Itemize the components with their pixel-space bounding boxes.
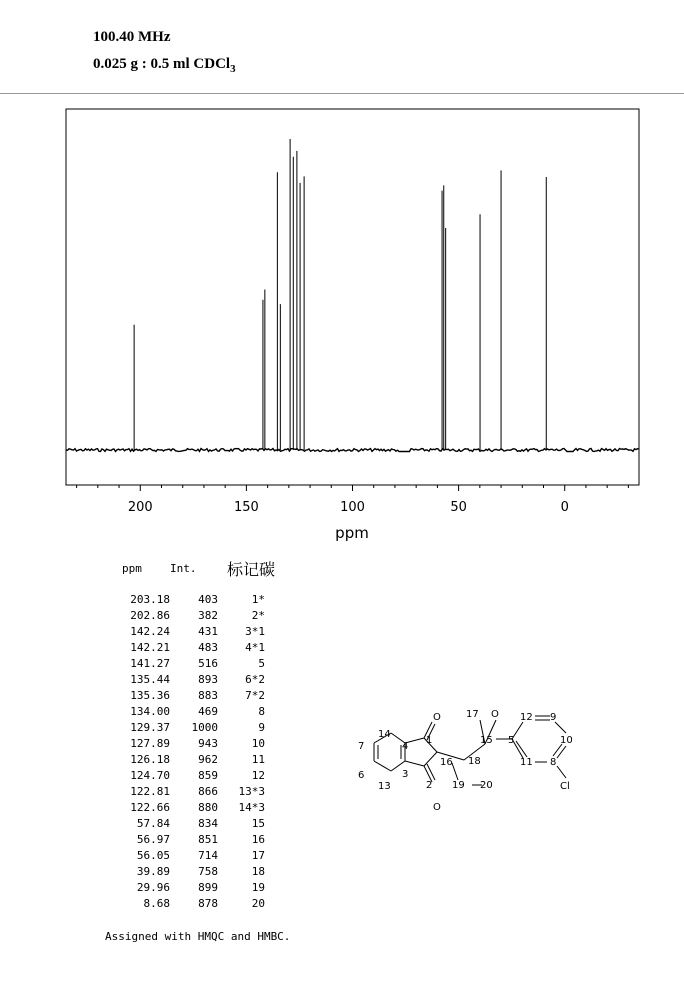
atom-20: 20 <box>480 780 493 791</box>
table-header-ppm: ppm <box>122 562 142 575</box>
cell-ppm: 124.70 <box>130 769 170 782</box>
cell-intensity: 859 <box>198 769 218 782</box>
x-tick-label: 0 <box>560 500 569 515</box>
cell-intensity: 483 <box>198 641 218 654</box>
sample-main: 0.025 g : 0.5 ml CDCl <box>93 56 231 72</box>
cell-ppm: 134.00 <box>130 705 170 718</box>
cell-intensity: 878 <box>198 897 218 910</box>
cell-intensity: 758 <box>198 865 218 878</box>
cell-label: 2* <box>251 609 265 622</box>
cell-ppm: 56.05 <box>136 849 170 862</box>
cell-ppm: 57.84 <box>136 817 170 830</box>
atom-7: 7 <box>358 741 365 752</box>
cell-label: 17 <box>251 849 265 862</box>
cell-label: 11 <box>251 753 265 766</box>
atom-8: 8 <box>550 757 557 768</box>
atom-17: 17 <box>466 709 479 720</box>
table-header-label: 标记碳 <box>227 560 276 579</box>
cell-label: 5 <box>258 657 265 670</box>
cell-ppm: 129.37 <box>130 721 170 734</box>
atom-13: 13 <box>378 781 391 792</box>
atom-10: 10 <box>560 735 573 746</box>
cell-ppm: 135.44 <box>130 673 170 686</box>
cell-label: 12 <box>251 769 265 782</box>
cell-ppm: 141.27 <box>130 657 170 670</box>
cell-intensity: 962 <box>198 753 218 766</box>
cell-intensity: 866 <box>198 785 218 798</box>
cell-ppm: 135.36 <box>130 689 170 702</box>
cell-label: 3*1 <box>245 625 265 638</box>
cell-label: 8 <box>258 705 265 718</box>
assignment-note: Assigned with HMQC and HMBC. <box>105 930 291 943</box>
cell-intensity: 516 <box>198 657 218 670</box>
cell-intensity: 880 <box>198 801 218 814</box>
cell-ppm: 122.66 <box>130 801 170 814</box>
atom-14: 14 <box>378 729 391 740</box>
atom-1: 1 <box>426 735 433 746</box>
cell-ppm: 142.24 <box>130 625 170 638</box>
cell-label: 9 <box>258 721 265 734</box>
oxygen-2: O <box>433 802 441 813</box>
cell-intensity: 382 <box>198 609 218 622</box>
spectrometer-frequency: 100.40 MHz <box>93 29 171 45</box>
cell-label: 10 <box>251 737 265 750</box>
cell-ppm: 39.89 <box>136 865 170 878</box>
cell-ppm: 122.81 <box>130 785 170 798</box>
cell-ppm: 203.18 <box>130 593 170 606</box>
cell-ppm: 56.97 <box>136 833 170 846</box>
cell-intensity: 1000 <box>191 721 218 734</box>
x-axis-label: ppm <box>335 524 369 542</box>
atom-15: 15 <box>480 735 493 746</box>
atom-6: 6 <box>358 770 365 781</box>
atom-2: 2 <box>426 780 433 791</box>
cell-intensity: 851 <box>198 833 218 846</box>
cell-intensity: 403 <box>198 593 218 606</box>
chlorine: Cl <box>560 781 570 792</box>
cell-label: 18 <box>251 865 265 878</box>
cell-label: 7*2 <box>245 689 265 702</box>
atom-12: 12 <box>520 712 533 723</box>
x-tick-label: 150 <box>233 500 259 515</box>
x-tick-label: 100 <box>340 500 365 515</box>
x-tick-label: 200 <box>127 500 153 515</box>
cell-label: 6*2 <box>245 673 265 686</box>
cell-ppm: 29.96 <box>136 881 170 894</box>
cell-intensity: 834 <box>198 817 218 830</box>
cell-ppm: 8.68 <box>143 897 170 910</box>
cell-ppm: 202.86 <box>130 609 170 622</box>
cell-ppm: 127.89 <box>130 737 170 750</box>
atom-3: 3 <box>402 769 409 780</box>
atom-18: 18 <box>468 756 481 767</box>
x-tick-label: 50 <box>450 500 467 515</box>
atom-9: 9 <box>550 712 557 723</box>
cell-label: 20 <box>251 897 265 910</box>
cell-intensity: 431 <box>198 625 218 638</box>
atom-19: 19 <box>452 780 465 791</box>
table-header-intensity: Int. <box>170 562 197 575</box>
cell-label: 4*1 <box>245 641 265 654</box>
atom-4: 4 <box>402 741 409 752</box>
cell-label: 19 <box>251 881 265 894</box>
cell-intensity: 943 <box>198 737 218 750</box>
oxygen-3: O <box>491 709 499 720</box>
cell-ppm: 126.18 <box>130 753 170 766</box>
cell-label: 13*3 <box>238 785 265 798</box>
cell-intensity: 469 <box>198 705 218 718</box>
cell-intensity: 714 <box>198 849 218 862</box>
sample-subscript: 3 <box>230 63 236 75</box>
atom-11: 11 <box>520 757 533 768</box>
atom-5: 5 <box>508 735 515 746</box>
atom-16: 16 <box>440 757 453 768</box>
cell-ppm: 142.21 <box>130 641 170 654</box>
cell-intensity: 899 <box>198 881 218 894</box>
cell-label: 16 <box>251 833 265 846</box>
cell-label: 1* <box>251 593 265 606</box>
oxygen-1: O <box>433 712 441 723</box>
cell-intensity: 893 <box>198 673 218 686</box>
cell-label: 15 <box>251 817 265 830</box>
cell-intensity: 883 <box>198 689 218 702</box>
cell-label: 14*3 <box>238 801 265 814</box>
